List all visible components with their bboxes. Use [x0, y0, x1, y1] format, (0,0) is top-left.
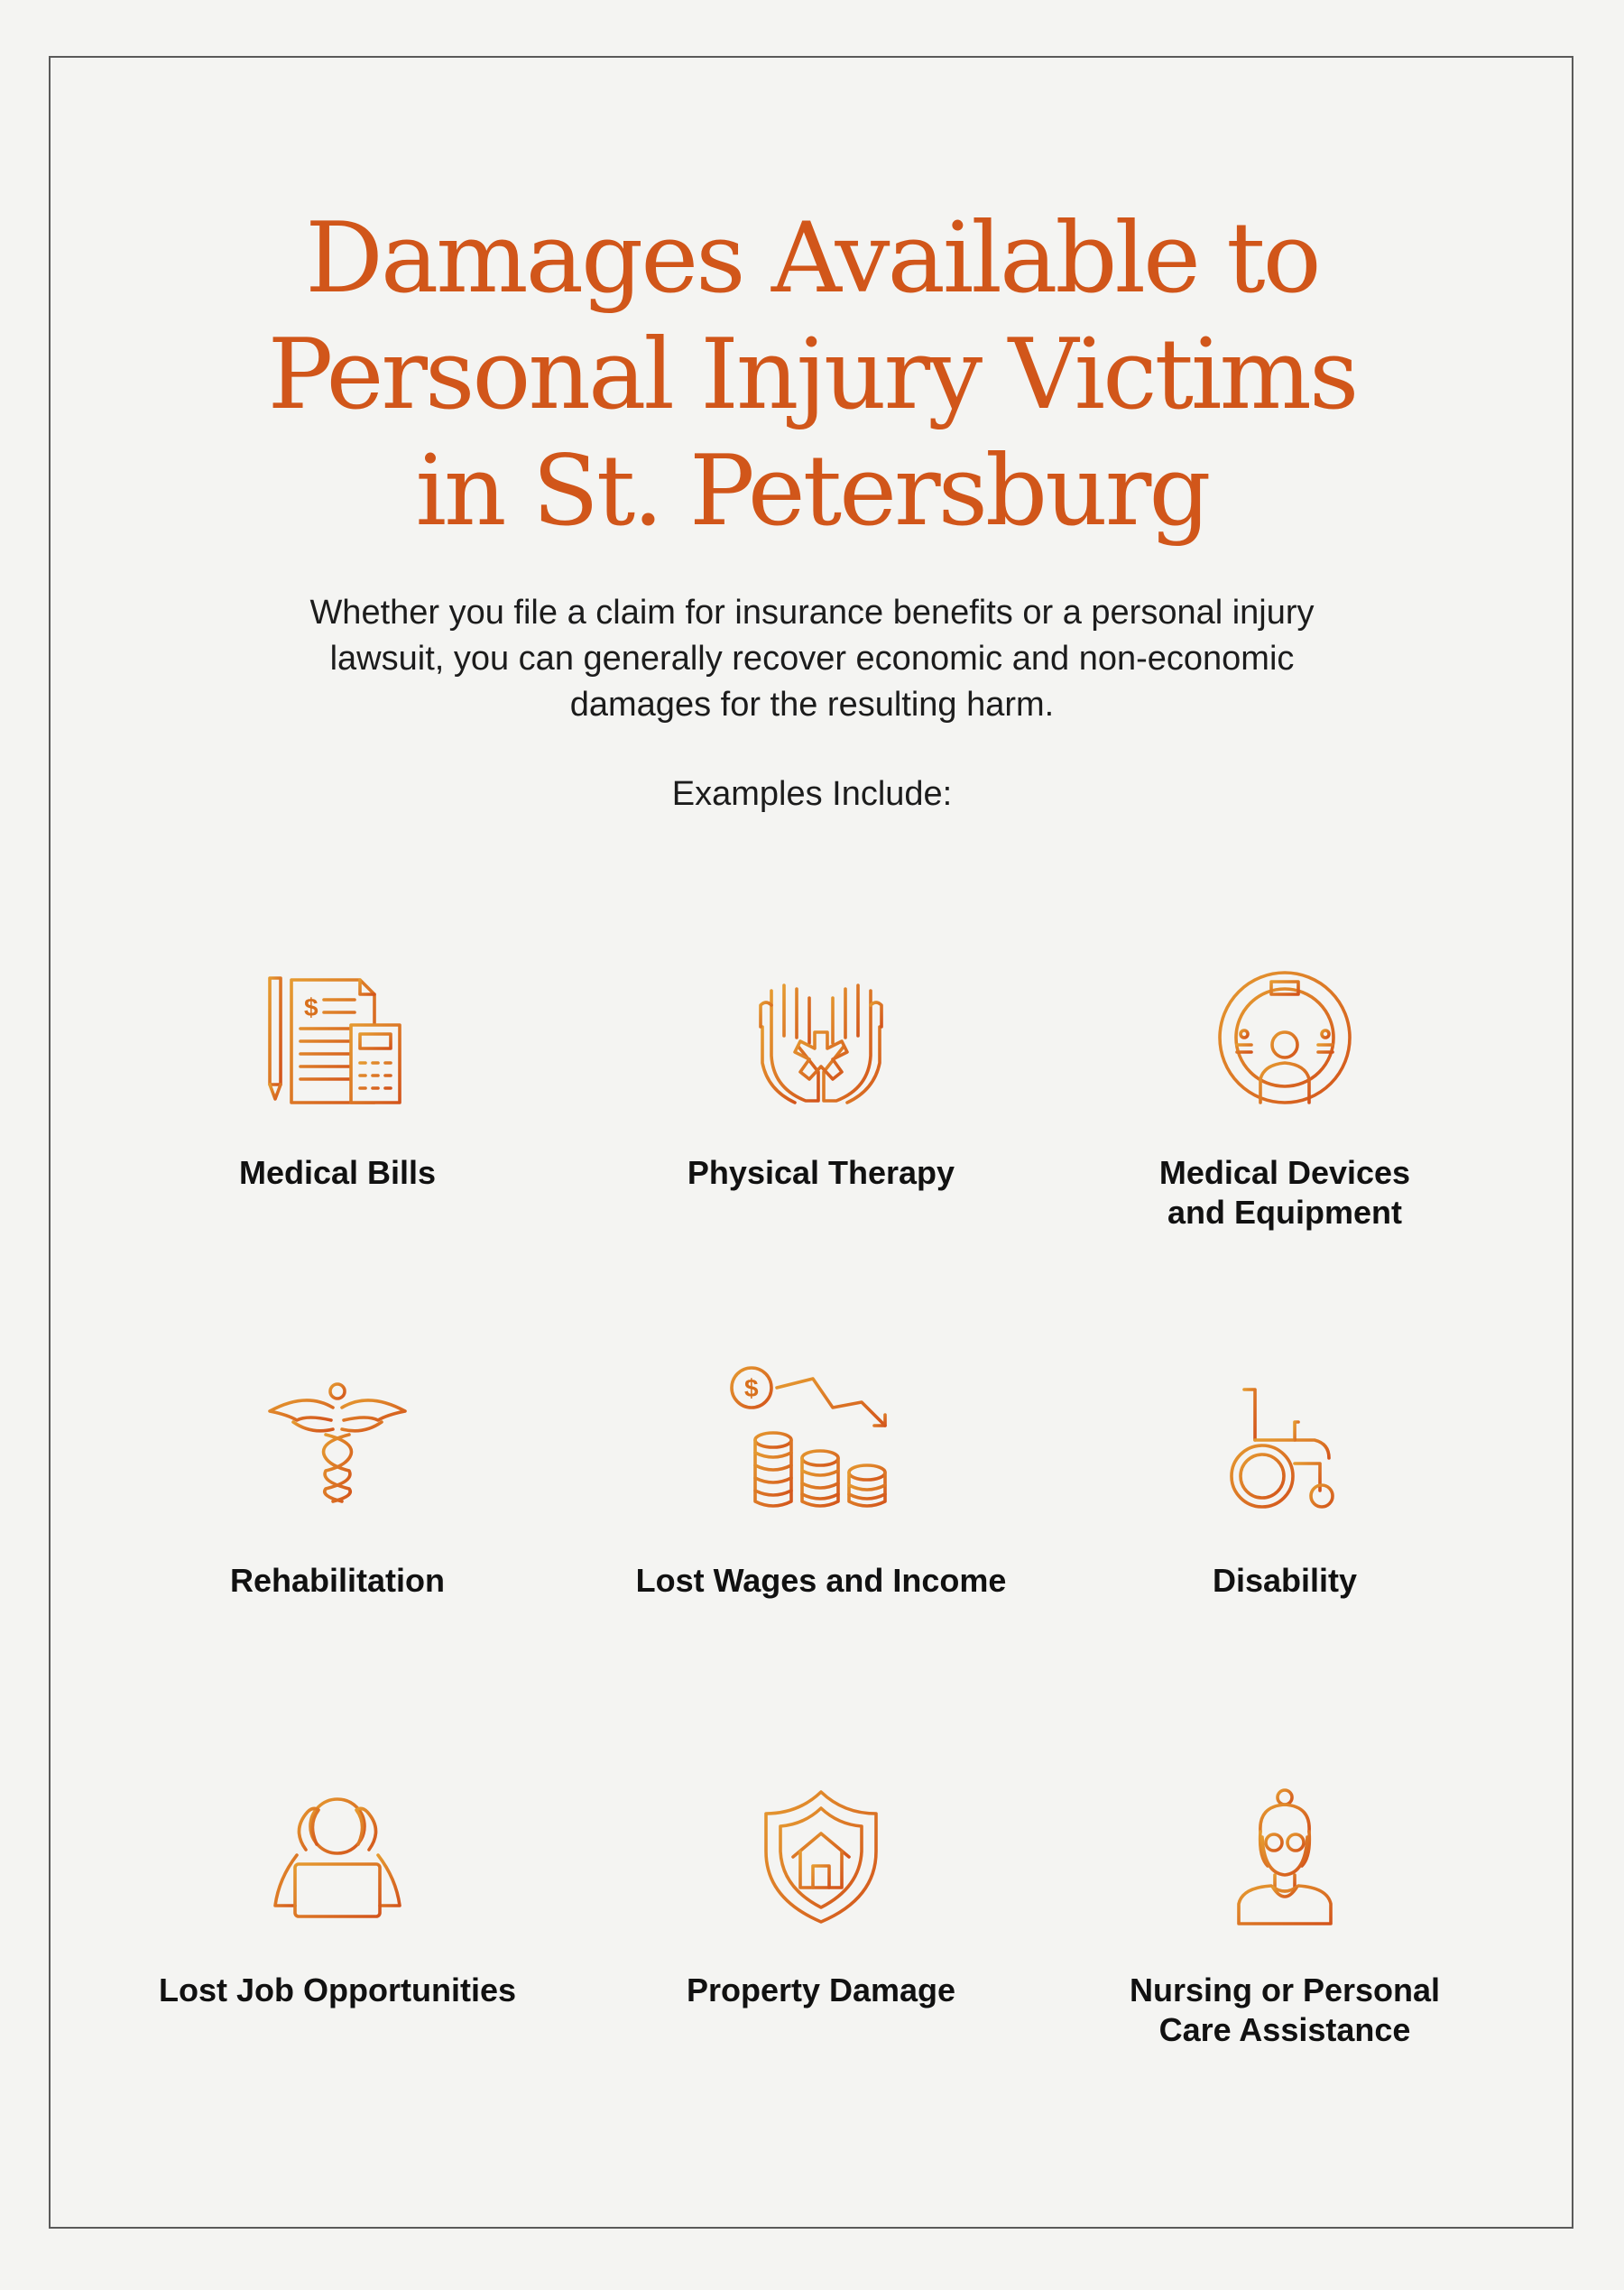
- wheelchair-icon: [1208, 1386, 1361, 1512]
- elderly-person-icon: [1208, 1787, 1361, 1927]
- damage-label: Disability: [1212, 1562, 1358, 1599]
- damage-item-rehabilitation: [103, 1382, 572, 1599]
- title-line-3: in St. Petersburg: [415, 435, 1209, 548]
- title-line-1: Damages Available to: [305, 202, 1319, 315]
- damage-item-physical-therapy: [586, 973, 1056, 1191]
- damage-item-lost-wages: [586, 1362, 1056, 1599]
- damage-label: Physical Therapy: [687, 1154, 955, 1191]
- physical-therapy-icon: [744, 973, 898, 1108]
- damage-item-disability: [1050, 1386, 1519, 1599]
- coins-decline-icon: [726, 1362, 916, 1509]
- damage-label: Rehabilitation: [229, 1562, 445, 1599]
- damage-item-medical-devices: [1050, 967, 1519, 1231]
- svg-text:$: $: [304, 993, 318, 1021]
- damage-label: Medical Bills: [238, 1154, 437, 1191]
- damage-label: Lost Wages and Income: [635, 1562, 1007, 1599]
- damage-label: Property Damage: [686, 1971, 956, 2008]
- damage-item-lost-job: [103, 1794, 572, 2008]
- shield-house-icon: [744, 1787, 898, 1927]
- damage-item-property-damage: [586, 1787, 1056, 2008]
- damage-item-nursing-care: [1050, 1787, 1519, 2048]
- intro-paragraph: Whether you file a claim for insurance benefits or a personal injury lawsuit, you can generally recover economic and non-economic damages for the resulting harm.: [309, 594, 1315, 724]
- damage-label: Medical Devices and Equipment: [1158, 1154, 1411, 1231]
- page-title: [0, 200, 1624, 549]
- caduceus-icon: [261, 1382, 414, 1509]
- damage-label: Nursing or Personal Care Assistance: [1129, 1971, 1441, 2048]
- medical-bills-icon: [261, 973, 414, 1108]
- damage-item-medical-bills: [103, 973, 572, 1191]
- svg-text:$: $: [744, 1374, 759, 1402]
- examples-heading: Examples Include:: [671, 775, 953, 813]
- damage-label: Lost Job Opportunities: [159, 1971, 516, 2008]
- title-line-2: Personal Injury Victims: [267, 319, 1357, 431]
- medical-devices-icon: [1208, 967, 1361, 1108]
- stressed-worker-icon: [261, 1794, 414, 1925]
